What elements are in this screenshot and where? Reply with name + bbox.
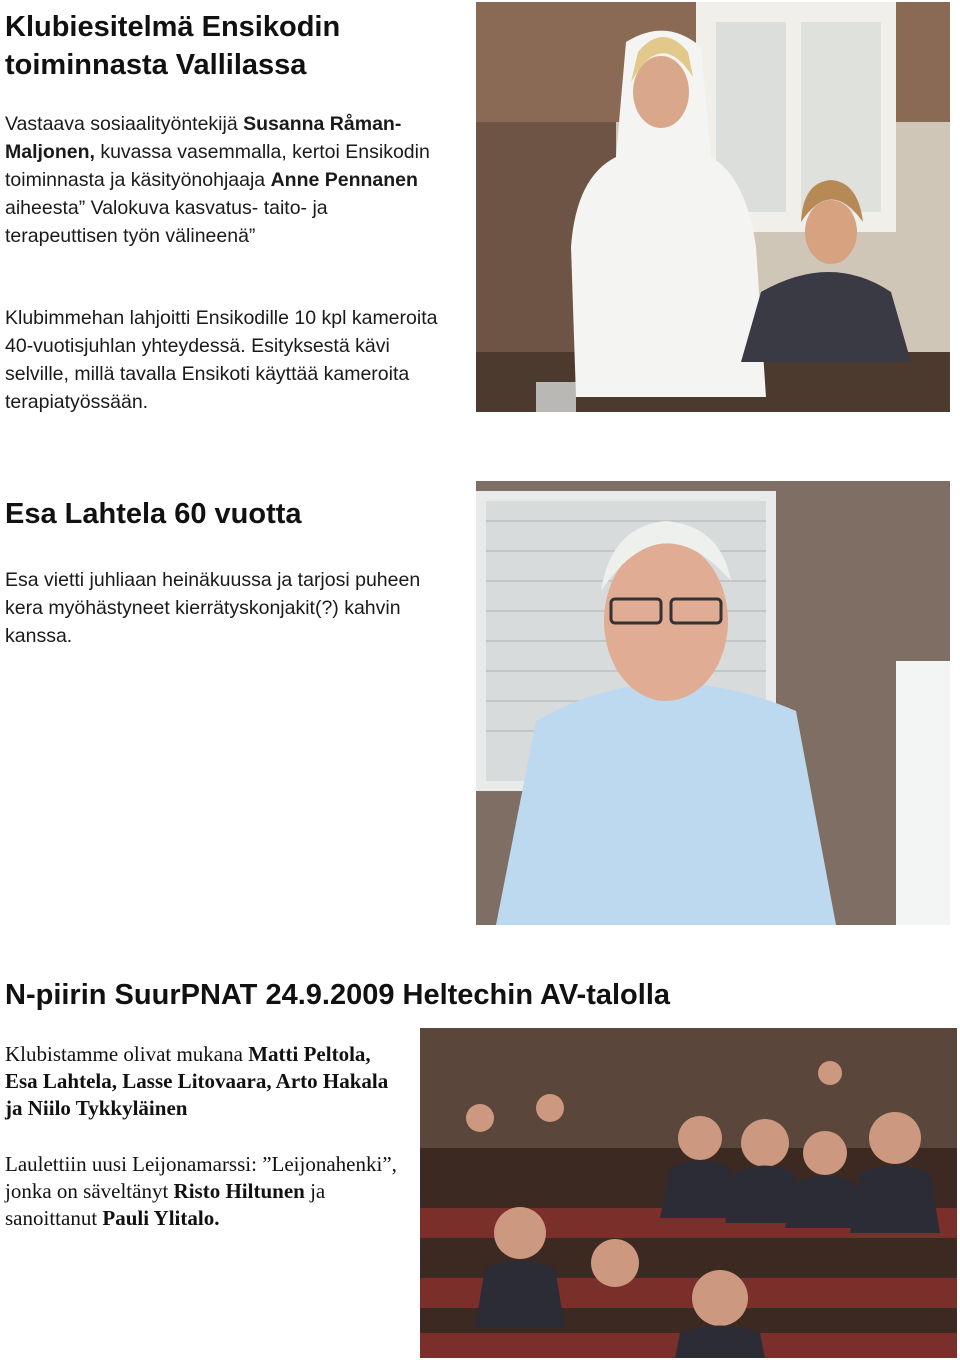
text-run: aiheesta” Valokuva kasvatus- taito- ja terapeuttisen työn välineenä” (5, 197, 328, 247)
title-line-2: toiminnasta Vallilassa (5, 49, 307, 81)
suurpnat-paragraph-2 (5, 1151, 405, 1232)
ensikoti-paragraph-1 (5, 110, 445, 250)
photo-auditorium (420, 1028, 957, 1358)
text-run: Klubistamme olivat mukana (5, 1042, 249, 1066)
text-run: ja sanoittanut (5, 1179, 326, 1230)
bold-text-run: Pauli Ylitalo. (102, 1206, 220, 1230)
text-run: Laulettiin uusi Leijonamarssi: ”Leijonahenki”, jonka on säveltänyt (5, 1152, 397, 1203)
ensikoti-paragraph-2: Klubimmehan lahjoitti Ensikodille 10 kpl kameroita 40-vuotisjuhlan yhteydessä. Esityksestä kävi selville, millä tavalla Ensikoti käyttää kameroita terapiatyössään. (5, 307, 438, 413)
bold-text-run: Matti Peltola, Esa Lahtela, Lasse Litovaara, Arto Hakala ja Niilo Tykkyläinen (5, 1042, 389, 1120)
section-title-suurpnat: N-piirin SuurPNAT 24.9.2009 Heltechin AV-talolla (5, 979, 671, 1011)
photo-presentation (476, 2, 950, 412)
bold-text-run: Anne Pennanen (270, 169, 418, 191)
section-title-esa-lahtela: Esa Lahtela 60 vuotta (5, 498, 302, 530)
text-run: kuvassa vasemmalla, kertoi Ensikodin toiminnasta ja käsityönohjaaja (5, 141, 430, 191)
suurpnat-paragraph-1 (5, 1041, 405, 1122)
bold-text-run: Susanna Råman-Maljonen, (5, 113, 402, 163)
section-title-ensikoti (5, 8, 340, 84)
title-line-1: Klubiesitelmä Ensikodin (5, 11, 341, 43)
text-run: Vastaava sosiaalityöntekijä (5, 113, 244, 135)
bold-text-run: Risto Hiltunen (173, 1179, 305, 1203)
esa-lahtela-paragraph: Esa vietti juhliaan heinäkuussa ja tarjosi puheen kera myöhästyneet kierrätyskonjakit(?) kahvin kanssa. (5, 569, 421, 647)
photo-esa-lahtela (476, 481, 950, 925)
